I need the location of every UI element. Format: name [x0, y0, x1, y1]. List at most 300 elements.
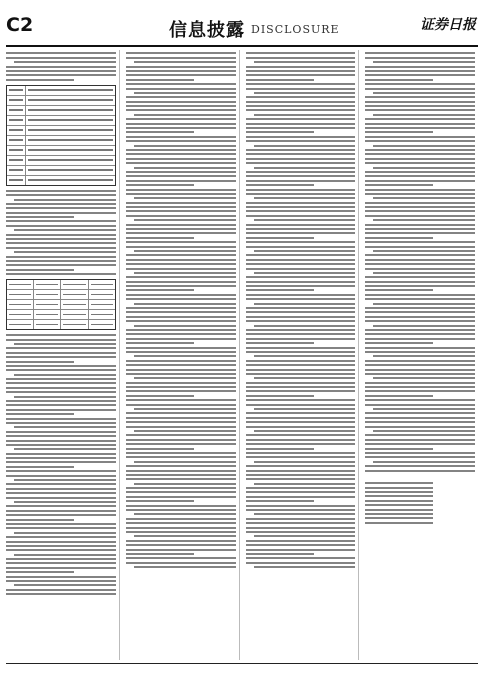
text-line — [126, 202, 236, 204]
text-line — [246, 118, 356, 120]
text-line — [6, 562, 116, 564]
text-line — [246, 434, 356, 436]
text-line — [6, 382, 116, 384]
text-line — [6, 523, 116, 525]
cell-text — [28, 99, 113, 101]
text-line — [6, 492, 116, 494]
cell-text — [28, 109, 113, 111]
cell-text — [28, 139, 113, 141]
text-line — [246, 101, 356, 103]
text-line — [126, 210, 236, 212]
text-line — [134, 272, 236, 274]
cell-text — [9, 304, 31, 306]
text-line — [365, 289, 433, 291]
text-line — [365, 456, 475, 458]
text-line — [365, 224, 475, 226]
table-cell — [34, 280, 61, 289]
text-line — [126, 421, 236, 423]
text-line — [365, 399, 475, 401]
text-line — [365, 232, 475, 234]
table-row — [7, 126, 115, 136]
text-line — [246, 338, 356, 340]
text-line — [6, 352, 116, 354]
text-line — [365, 105, 475, 107]
text-line — [126, 386, 236, 388]
text-line — [246, 136, 356, 138]
text-line — [365, 246, 475, 248]
text-line — [246, 224, 356, 226]
text-line — [365, 364, 475, 366]
table-cell — [61, 280, 88, 289]
cell-text — [9, 149, 23, 151]
text-line — [254, 219, 356, 221]
text-line — [126, 140, 236, 142]
text-line — [246, 74, 356, 76]
table-row — [7, 300, 115, 310]
cell-text — [28, 179, 113, 181]
text-line — [246, 228, 356, 230]
text-line — [126, 390, 236, 392]
text-line — [246, 452, 356, 454]
text-line — [246, 241, 356, 243]
text-line — [373, 408, 475, 410]
text-line — [254, 566, 356, 568]
article-columns — [6, 50, 478, 660]
text-line — [126, 57, 236, 59]
text-line — [365, 509, 433, 511]
text-line — [134, 355, 236, 357]
text-line — [365, 513, 433, 515]
section-title: 信息披露 — [169, 20, 245, 41]
text-line — [246, 562, 356, 564]
text-line — [365, 158, 475, 160]
text-line — [246, 347, 356, 349]
text-line — [126, 426, 236, 428]
cell-text — [9, 109, 23, 111]
text-line — [126, 509, 236, 511]
text-line — [365, 162, 475, 164]
text-line — [246, 465, 356, 467]
column-2 — [126, 50, 240, 660]
text-line — [126, 105, 236, 107]
text-line — [246, 285, 356, 287]
text-line — [246, 351, 356, 353]
text-line — [365, 395, 433, 397]
text-line — [126, 171, 236, 173]
text-line — [134, 303, 236, 305]
text-line — [126, 527, 236, 529]
text-line — [254, 408, 356, 410]
text-line — [246, 281, 356, 283]
text-line — [6, 466, 74, 468]
text-line — [126, 241, 236, 243]
text-line — [134, 535, 236, 537]
text-line — [126, 549, 236, 551]
table-cell — [26, 86, 115, 95]
cell-text — [91, 314, 113, 316]
text-line — [365, 448, 433, 450]
table-row — [7, 116, 115, 126]
text-line — [134, 167, 236, 169]
text-line — [6, 505, 116, 507]
table-cell — [7, 300, 34, 309]
text-line — [126, 281, 236, 283]
text-line — [254, 167, 356, 169]
text-line — [6, 242, 116, 244]
text-line — [373, 325, 475, 327]
text-line — [365, 369, 475, 371]
text-line — [6, 413, 74, 415]
text-line — [365, 495, 433, 497]
text-line — [365, 439, 475, 441]
cell-text — [9, 89, 23, 91]
text-line — [6, 356, 116, 358]
text-line — [365, 171, 475, 173]
text-line — [246, 175, 356, 177]
paragraph-gap — [365, 474, 475, 480]
text-line — [254, 145, 356, 147]
text-line — [365, 351, 475, 353]
text-line — [246, 153, 356, 155]
text-line — [365, 237, 433, 239]
text-line — [126, 184, 194, 186]
text-line — [365, 342, 433, 344]
text-line — [246, 268, 356, 270]
table-cell — [26, 156, 115, 165]
text-line — [14, 343, 116, 345]
text-line — [246, 83, 356, 85]
table-row — [7, 156, 115, 166]
text-line — [246, 386, 356, 388]
text-line — [126, 316, 236, 318]
text-line — [246, 232, 356, 234]
text-line — [246, 360, 356, 362]
text-line — [365, 417, 475, 419]
text-line — [126, 522, 236, 524]
table-cell — [61, 290, 88, 299]
text-line — [246, 123, 356, 125]
text-line — [6, 365, 116, 367]
text-line — [246, 342, 314, 344]
text-line — [365, 193, 475, 195]
table-cell — [34, 290, 61, 299]
text-line — [365, 500, 433, 502]
text-line — [365, 210, 475, 212]
page-number: C2 — [6, 14, 34, 36]
text-line — [365, 149, 475, 151]
text-line — [126, 228, 236, 230]
text-line — [6, 514, 116, 516]
text-line — [365, 470, 475, 472]
text-line — [365, 140, 475, 142]
text-line — [246, 487, 356, 489]
text-line — [246, 149, 356, 151]
cell-text — [91, 284, 113, 286]
text-line — [373, 61, 475, 63]
text-line — [126, 123, 236, 125]
text-line — [126, 246, 236, 248]
text-line — [14, 426, 116, 428]
text-line — [6, 391, 116, 393]
text-line — [365, 404, 475, 406]
text-line — [246, 333, 356, 335]
table-cell — [89, 290, 115, 299]
text-line — [365, 52, 475, 54]
text-line — [126, 491, 236, 493]
text-line — [246, 193, 356, 195]
text-line — [254, 325, 356, 327]
cell-text — [36, 324, 58, 326]
text-line — [6, 66, 116, 68]
text-line — [126, 131, 194, 133]
text-line — [365, 263, 475, 265]
text-line — [134, 197, 236, 199]
cell-text — [9, 119, 23, 121]
text-line — [126, 263, 236, 265]
text-line — [246, 448, 314, 450]
text-line — [246, 426, 356, 428]
text-line — [246, 79, 314, 81]
table-cell — [7, 156, 26, 165]
text-line — [14, 501, 116, 503]
cell-text — [9, 169, 23, 171]
table-row — [7, 166, 115, 176]
text-line — [365, 79, 433, 81]
text-line — [254, 430, 356, 432]
text-line — [134, 566, 236, 568]
table-cell — [26, 126, 115, 135]
text-line — [6, 497, 116, 499]
text-line — [373, 430, 475, 432]
table-cell — [7, 96, 26, 105]
table-cell — [7, 86, 26, 95]
text-line — [126, 83, 236, 85]
text-line — [6, 510, 116, 512]
text-line — [246, 311, 356, 313]
text-line — [6, 79, 74, 81]
text-line — [126, 101, 236, 103]
text-line — [126, 452, 236, 454]
text-line — [6, 580, 116, 582]
text-line — [365, 70, 475, 72]
cell-text — [9, 99, 23, 101]
table-row — [7, 310, 115, 320]
text-line — [373, 197, 475, 199]
text-line — [126, 412, 236, 414]
cell-text — [9, 294, 31, 296]
text-line — [126, 215, 236, 217]
text-line — [365, 298, 475, 300]
text-line — [126, 351, 236, 353]
text-line — [246, 329, 356, 331]
text-line — [246, 180, 356, 182]
text-line — [126, 500, 194, 502]
cell-text — [28, 89, 113, 91]
text-line — [6, 269, 74, 271]
text-line — [6, 541, 116, 543]
column-4 — [365, 50, 478, 660]
text-line — [126, 557, 236, 559]
text-line — [126, 268, 236, 270]
text-line — [6, 361, 74, 363]
text-line — [6, 461, 116, 463]
text-line — [246, 470, 356, 472]
text-line — [126, 237, 194, 239]
text-line — [6, 488, 116, 490]
footer-rule — [6, 663, 478, 664]
text-line — [246, 237, 314, 239]
text-line — [365, 118, 475, 120]
text-line — [365, 333, 475, 335]
text-line — [126, 562, 236, 564]
text-line — [6, 404, 116, 406]
text-line — [6, 378, 116, 380]
text-line — [365, 373, 475, 375]
text-line — [126, 439, 236, 441]
text-line — [126, 294, 236, 296]
text-line — [6, 545, 116, 547]
text-line — [365, 421, 475, 423]
text-line — [246, 527, 356, 529]
text-line — [365, 491, 433, 493]
text-line — [365, 123, 475, 125]
text-line — [134, 92, 236, 94]
text-line — [14, 479, 116, 481]
masthead-rule — [6, 45, 478, 47]
text-line — [246, 210, 356, 212]
text-line — [246, 439, 356, 441]
text-line — [365, 131, 433, 133]
text-line — [6, 264, 116, 266]
table-row — [7, 96, 115, 106]
text-line — [126, 333, 236, 335]
text-line — [126, 505, 236, 507]
text-line — [246, 557, 356, 559]
text-line — [365, 386, 475, 388]
text-line — [6, 347, 116, 349]
text-line — [126, 496, 236, 498]
text-line — [6, 470, 116, 472]
text-line — [126, 153, 236, 155]
text-line — [254, 272, 356, 274]
text-line — [246, 254, 356, 256]
text-line — [126, 118, 236, 120]
text-line — [246, 276, 356, 278]
text-line — [6, 70, 116, 72]
text-line — [14, 199, 116, 201]
text-line — [365, 347, 475, 349]
text-line — [134, 430, 236, 432]
text-line — [134, 145, 236, 147]
cell-text — [28, 119, 113, 121]
text-line — [365, 443, 475, 445]
text-line — [6, 369, 116, 371]
text-line — [6, 238, 116, 240]
text-line — [365, 66, 475, 68]
text-line — [246, 509, 356, 511]
text-line — [126, 448, 194, 450]
text-line — [365, 285, 475, 287]
text-line — [365, 136, 475, 138]
text-line — [6, 225, 116, 227]
text-line — [14, 61, 116, 63]
text-line — [365, 153, 475, 155]
cell-text — [63, 324, 85, 326]
text-line — [126, 417, 236, 419]
text-line — [246, 66, 356, 68]
text-line — [246, 522, 356, 524]
text-line — [126, 158, 236, 160]
text-line — [365, 83, 475, 85]
text-line — [126, 285, 236, 287]
text-line — [6, 431, 116, 433]
text-line — [365, 382, 475, 384]
text-line — [6, 527, 116, 529]
text-line — [134, 483, 236, 485]
text-line — [126, 224, 236, 226]
table-cell — [7, 106, 26, 115]
cell-text — [28, 169, 113, 171]
text-line — [373, 355, 475, 357]
text-line — [126, 553, 194, 555]
text-line — [134, 250, 236, 252]
text-line — [126, 311, 236, 313]
text-line — [6, 247, 116, 249]
text-line — [126, 382, 236, 384]
text-line — [126, 109, 236, 111]
text-line — [126, 518, 236, 520]
text-line — [126, 404, 236, 406]
text-line — [365, 522, 433, 524]
text-line — [6, 273, 116, 275]
text-line — [6, 567, 116, 569]
text-line — [373, 92, 475, 94]
table-cell — [34, 320, 61, 329]
text-line — [365, 487, 433, 489]
cell-text — [36, 294, 58, 296]
text-line — [365, 452, 475, 454]
text-line — [126, 276, 236, 278]
text-line — [126, 470, 236, 472]
text-line — [126, 162, 236, 164]
text-line — [6, 207, 116, 209]
text-line — [126, 193, 236, 195]
text-line — [246, 88, 356, 90]
text-line — [126, 531, 236, 533]
text-line — [6, 74, 116, 76]
text-line — [126, 360, 236, 362]
text-line — [254, 513, 356, 515]
text-line — [254, 377, 356, 379]
text-line — [246, 320, 356, 322]
text-line — [14, 229, 116, 231]
text-line — [126, 96, 236, 98]
text-line — [126, 487, 236, 489]
text-line — [365, 101, 475, 103]
table-row — [7, 146, 115, 156]
text-line — [14, 532, 116, 534]
table-cell — [7, 280, 34, 289]
table-cell — [7, 290, 34, 299]
text-line — [6, 422, 116, 424]
text-line — [126, 364, 236, 366]
table-cell — [61, 320, 88, 329]
text-line — [246, 364, 356, 366]
text-line — [365, 228, 475, 230]
text-line — [126, 443, 236, 445]
text-line — [6, 440, 116, 442]
text-line — [126, 465, 236, 467]
